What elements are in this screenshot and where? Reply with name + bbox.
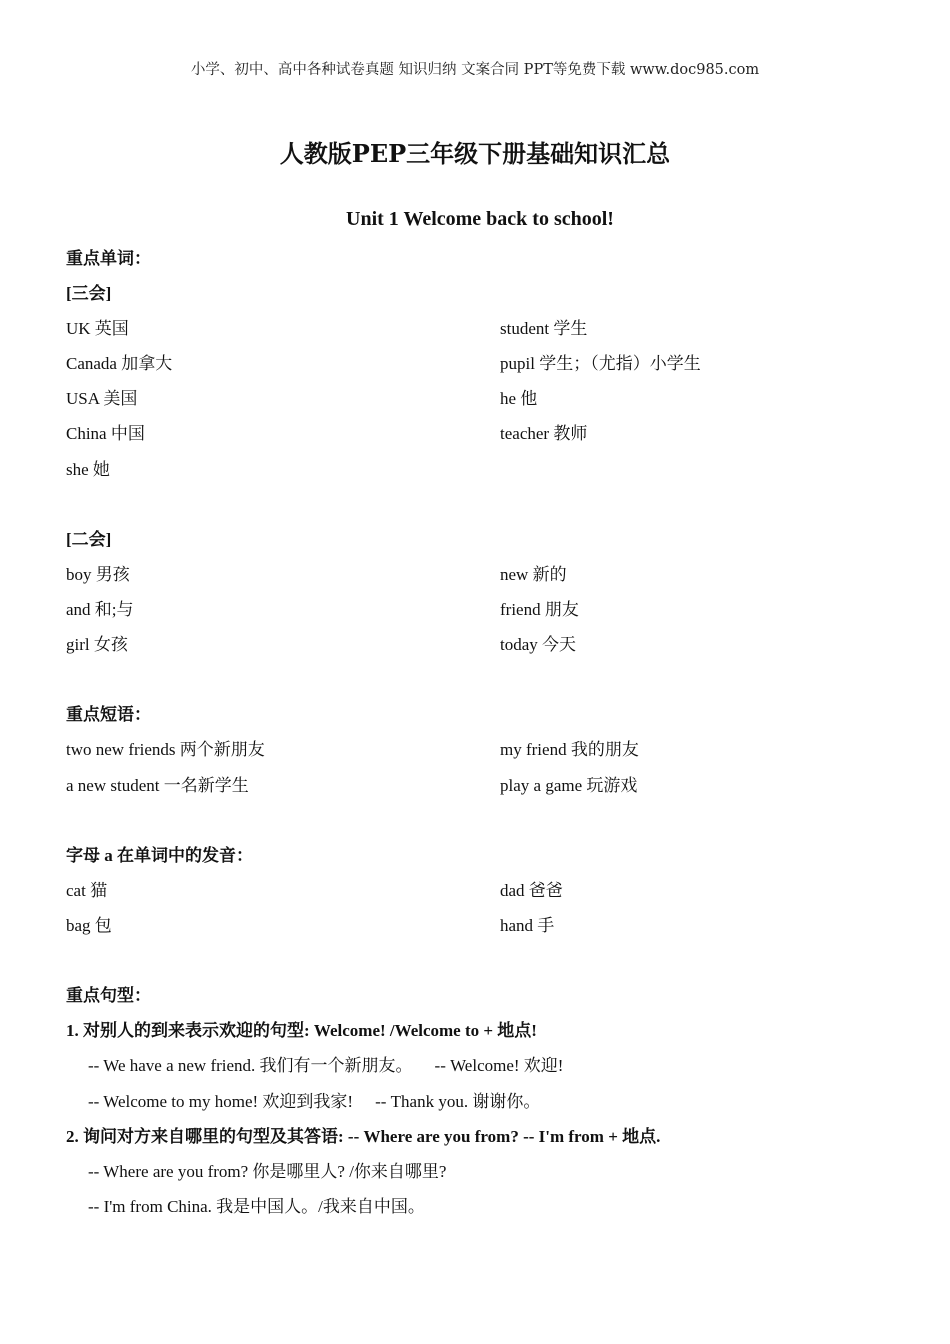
word-item: boy 男孩: [66, 565, 130, 584]
key-sentences-heading: 重点句型：: [66, 986, 151, 1005]
example-line: -- I'm from China. 我是中国人。/我来自中国。: [88, 1197, 425, 1216]
word-item: he 他: [500, 389, 538, 408]
example-line: -- Welcome to my home! 欢迎到我家!: [88, 1092, 354, 1111]
phrase-item: my friend 我的朋友: [500, 740, 639, 759]
key-words-heading: 重点单词：: [66, 249, 151, 268]
word-item: today 今天: [500, 635, 577, 654]
sentence-pattern-2: 2. 询问对方来自哪里的句型及其答语: -- Where are you from? -- I'm from + 地点.: [66, 1127, 661, 1146]
phrase-item: two new friends 两个新朋友: [66, 740, 265, 759]
word-item: bag 包: [66, 916, 112, 935]
phrase-item: a new student 一名新学生: [66, 776, 249, 795]
example-line: -- We have a new friend. 我们有一个新朋友。: [88, 1056, 413, 1075]
word-item: and 和;与: [66, 600, 134, 619]
unit-title: Unit 1 Welcome back to school!: [346, 208, 614, 230]
example-dialogue-line: [88, 1055, 563, 1077]
word-item: girl 女孩: [66, 635, 128, 654]
word-item: USA 美国: [66, 389, 138, 408]
three-skills-label: [三会]: [66, 284, 112, 303]
phrase-item: play a game 玩游戏: [500, 776, 638, 795]
word-item: new 新的: [500, 565, 567, 584]
word-item: China 中国: [66, 424, 145, 443]
example-dialogue-line: [88, 1091, 540, 1113]
page-header: 小学、初中、高中各种试卷真题 知识归纳 文案合同 PPT等免费下载 www.doc985.com: [190, 62, 760, 78]
example-line: -- Where are you from? 你是哪里人? /你来自哪里?: [88, 1162, 447, 1181]
word-item: dad 爸爸: [500, 881, 563, 900]
word-item: teacher 教师: [500, 424, 588, 443]
word-item: pupil 学生；（尤指）小学生: [500, 354, 701, 373]
word-item: she 她: [66, 460, 110, 479]
example-line: -- Thank you. 谢谢你。: [375, 1092, 541, 1111]
word-item: UK 英国: [66, 319, 129, 338]
word-item: cat 猫: [66, 881, 108, 900]
document-title: 人教版PEP三年级下册基础知识汇总: [279, 139, 671, 168]
example-line: -- Welcome! 欢迎!: [434, 1056, 564, 1075]
word-item: friend 朋友: [500, 600, 579, 619]
letter-a-heading: 字母 a 在单词中的发音：: [66, 846, 253, 865]
key-phrases-heading: 重点短语：: [66, 705, 151, 724]
word-item: hand 手: [500, 916, 555, 935]
word-item: student 学生: [500, 319, 588, 338]
sentence-pattern-1: 1. 对别人的到来表示欢迎的句型: Welcome! /Welcome to + 地点!: [66, 1021, 537, 1040]
word-item: Canada 加拿大: [66, 354, 173, 373]
two-skills-label: [二会]: [66, 530, 112, 549]
